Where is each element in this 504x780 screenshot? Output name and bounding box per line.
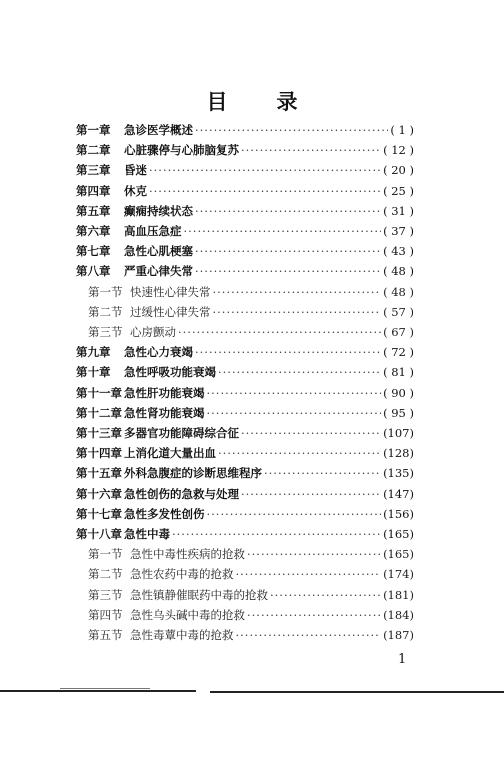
toc-entry-page: (187) — [383, 628, 414, 642]
toc-chapter-entry — [76, 524, 414, 544]
toc-entry-title: 心房颤动 — [130, 325, 176, 339]
toc-entry-number: 第十八章 — [76, 527, 122, 541]
toc-entry-title: 急性心肌梗塞 — [124, 244, 193, 259]
toc-entry-title: 急性农药中毒的抢救 — [130, 567, 234, 582]
toc-entry-title: 急性肝功能衰竭 — [124, 385, 205, 400]
toc-dot-leader — [207, 383, 382, 403]
toc-dot-leader — [270, 585, 381, 605]
toc-dot-leader — [207, 403, 382, 423]
toc-entry-page: ( 1 ) — [390, 123, 414, 137]
toc-chapter-entry — [76, 403, 414, 423]
toc-entry-page: (165) — [383, 527, 414, 541]
toc-dot-leader — [241, 484, 381, 504]
toc-chapter-entry — [76, 181, 414, 201]
toc-entry-number: 第十六章 — [76, 486, 122, 501]
toc-dot-leader — [218, 443, 381, 463]
toc-entry-number: 第一节 — [88, 284, 123, 299]
toc-section-entry — [88, 585, 414, 605]
page-title: 目 录 — [206, 89, 312, 114]
toc-entry-number: 第五节 — [88, 628, 123, 642]
toc-entry-number: 第二节 — [88, 567, 123, 582]
toc-entry-number: 第八章 — [76, 264, 111, 279]
toc-dot-leader — [195, 241, 381, 261]
toc-chapter-entry — [76, 160, 414, 180]
toc-entry-title: 急性毒蕈中毒的抢救 — [130, 628, 234, 642]
toc-entry-page: (156) — [383, 506, 414, 521]
footer-rule-left — [0, 690, 196, 692]
toc-entry-number: 第十三章 — [76, 426, 122, 440]
toc-section-entry — [88, 282, 414, 302]
toc-dot-leader — [149, 160, 381, 180]
toc-dot-leader — [178, 322, 381, 342]
toc-dot-leader — [195, 120, 388, 140]
toc-entry-page: (165) — [383, 547, 414, 562]
toc-entry-title: 心脏骤停与心肺脑复苏 — [124, 143, 239, 158]
toc-entry-title: 严重心律失常 — [124, 264, 193, 279]
page-number: 1 — [398, 652, 407, 667]
toc-entry-page: ( 25 ) — [383, 183, 414, 198]
toc-entry-number: 第十章 — [76, 365, 111, 380]
toc-entry-title: 昏迷 — [124, 163, 147, 178]
toc-entry-title: 急性多发性创伤 — [124, 506, 205, 521]
toc-entry-number: 第三节 — [88, 587, 123, 602]
toc-entry-number: 第十七章 — [76, 506, 122, 521]
toc-entry-page: ( 12 ) — [383, 143, 414, 158]
toc-dot-leader — [195, 342, 381, 362]
toc-chapter-entry — [76, 221, 414, 241]
toc-entry-number: 第三章 — [76, 163, 111, 178]
toc-entry-title: 休克 — [124, 183, 147, 198]
toc-dot-leader — [213, 282, 382, 302]
toc-chapter-entry — [76, 484, 414, 504]
toc-entry-title: 快速性心律失常 — [130, 284, 211, 299]
toc-entry-page: ( 37 ) — [383, 224, 414, 238]
toc-entry-page: ( 72 ) — [383, 345, 414, 360]
toc-entry-title: 急性呼吸功能衰竭 — [124, 365, 216, 380]
toc-chapter-entry — [76, 504, 414, 524]
toc-section-entry — [88, 302, 414, 322]
toc-entry-number: 第三节 — [88, 325, 123, 339]
toc-chapter-entry — [76, 362, 414, 382]
toc-entry-page: ( 48 ) — [383, 284, 414, 299]
toc-entry-number: 第十五章 — [76, 466, 122, 481]
toc-dot-leader — [247, 605, 381, 625]
toc-dot-leader — [264, 463, 381, 483]
toc-chapter-entry — [76, 120, 414, 140]
toc-dot-leader — [218, 362, 381, 382]
toc-entry-page: ( 90 ) — [383, 385, 414, 400]
toc-entry-title: 过缓性心律失常 — [130, 304, 211, 319]
toc-entry-title: 外科急腹症的诊断思维程序 — [124, 466, 262, 481]
toc-chapter-entry — [76, 443, 414, 463]
toc-dot-leader — [184, 221, 382, 241]
toc-entry-number: 第四章 — [76, 183, 111, 198]
toc-entry-title: 急性中毒 — [124, 527, 170, 541]
toc-entry-title: 急性中毒性疾病的抢救 — [130, 547, 245, 562]
toc-dot-leader — [195, 261, 381, 281]
footer-rule-right — [210, 691, 504, 693]
toc-dot-leader — [213, 302, 382, 322]
toc-entry-page: (128) — [383, 446, 414, 461]
toc-entry-page: ( 67 ) — [383, 325, 414, 339]
toc-entry-title: 急性肾功能衰竭 — [124, 405, 205, 420]
toc-entry-page: ( 95 ) — [383, 405, 414, 420]
toc-entry-number: 第十四章 — [76, 446, 122, 461]
toc-entry-page: ( 20 ) — [383, 163, 414, 178]
toc-dot-leader — [241, 140, 381, 160]
toc-entry-title: 癫痫持续状态 — [124, 203, 193, 218]
toc-entry-number: 第一节 — [88, 547, 123, 562]
toc-chapter-entry — [76, 201, 414, 221]
toc-dot-leader — [236, 564, 382, 584]
toc-entry-title: 上消化道大量出血 — [124, 446, 216, 461]
toc-entry-page: (174) — [383, 567, 414, 582]
toc-entry-title: 高血压急症 — [124, 224, 182, 238]
toc-dot-leader — [241, 423, 381, 443]
toc-entry-title: 急性乌头碱中毒的抢救 — [130, 607, 245, 622]
toc-entry-title: 急诊医学概述 — [124, 123, 193, 137]
toc-entry-page: ( 48 ) — [383, 264, 414, 279]
toc-dot-leader — [149, 181, 381, 201]
toc-section-entry — [88, 322, 414, 342]
toc-entry-page: ( 57 ) — [383, 304, 414, 319]
toc-entry-number: 第一章 — [76, 123, 111, 137]
toc-chapter-entry — [76, 383, 414, 403]
toc-entry-number: 第九章 — [76, 345, 111, 360]
toc-entry-page: ( 81 ) — [383, 365, 414, 380]
toc-entry-number: 第十二章 — [76, 405, 122, 420]
toc-dot-leader — [195, 201, 381, 221]
toc-entry-page: (181) — [383, 587, 414, 602]
toc-entry-page: (107) — [383, 426, 414, 440]
toc-dot-leader — [172, 524, 381, 544]
toc-entry-title: 急性创伤的急救与处理 — [124, 486, 239, 501]
toc-section-entry — [88, 544, 414, 564]
toc-chapter-entry — [76, 241, 414, 261]
toc-chapter-entry — [76, 342, 414, 362]
toc-entry-number: 第二章 — [76, 143, 111, 158]
toc-entry-number: 第四节 — [88, 607, 123, 622]
toc-chapter-entry — [76, 140, 414, 160]
toc-entry-number: 第五章 — [76, 203, 111, 218]
toc-dot-leader — [236, 625, 382, 645]
footer-rule-thin — [60, 688, 150, 689]
toc-dot-leader — [207, 504, 382, 524]
toc-entry-number: 第六章 — [76, 224, 111, 238]
toc-dot-leader — [247, 544, 381, 564]
toc-entry-number: 第七章 — [76, 244, 111, 259]
toc-section-entry — [88, 605, 414, 625]
toc-entry-title: 急性心力衰竭 — [124, 345, 193, 360]
toc-entry-title: 急性镇静催眠药中毒的抢救 — [130, 587, 268, 602]
toc-chapter-entry — [76, 463, 414, 483]
toc-chapter-entry — [76, 261, 414, 281]
toc-entry-number: 第十一章 — [76, 385, 122, 400]
toc-section-entry — [88, 625, 414, 645]
toc-entry-number: 第二节 — [88, 304, 123, 319]
toc-chapter-entry — [76, 423, 414, 443]
toc-entry-page: (147) — [383, 486, 414, 501]
toc-section-entry — [88, 564, 414, 584]
toc-entry-title: 多器官功能障碍综合征 — [124, 426, 239, 440]
toc-entry-page: ( 43 ) — [383, 244, 414, 259]
toc-entry-page: (135) — [383, 466, 414, 481]
toc-entry-page: ( 31 ) — [383, 203, 414, 218]
toc-entry-page: (184) — [383, 607, 414, 622]
